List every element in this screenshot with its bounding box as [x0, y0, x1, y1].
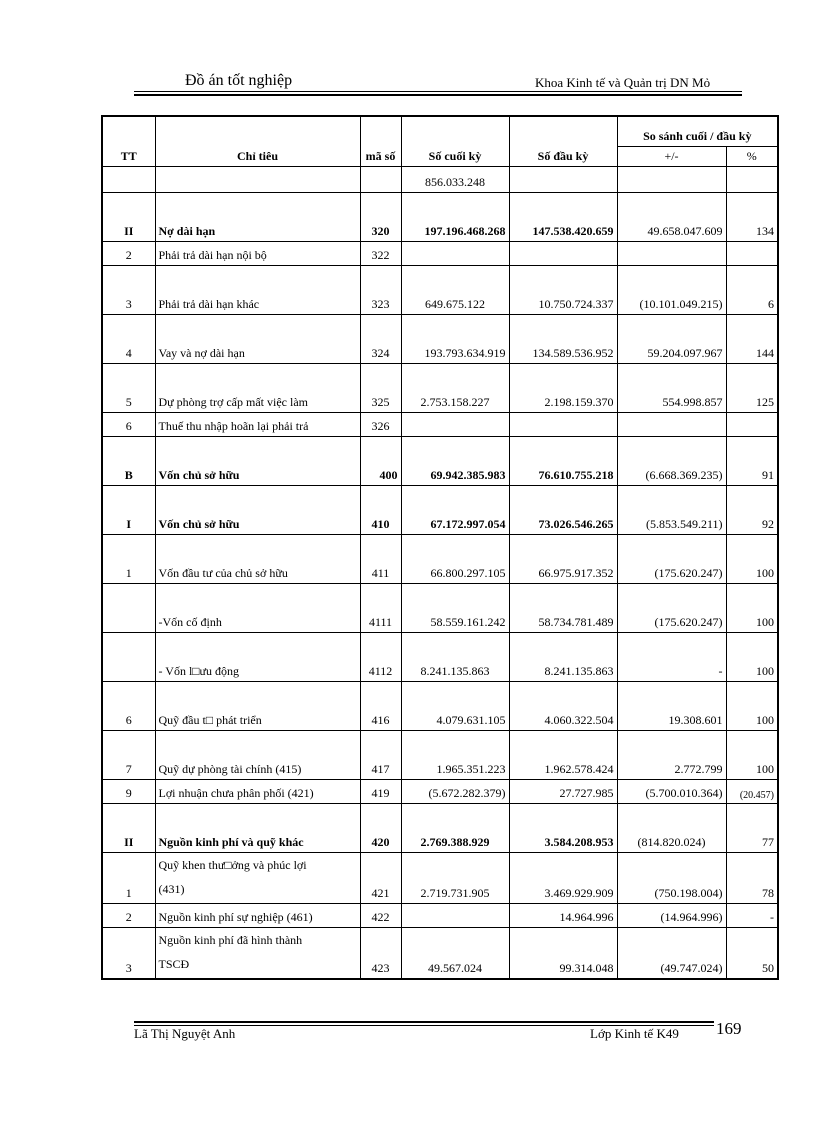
table-row: [102, 534, 778, 583]
table-row: [102, 192, 778, 241]
cell-tt: 4: [102, 314, 155, 363]
cell-chi-tieu: Vốn đầu tư của chủ sở hữu: [155, 534, 360, 583]
cell-chi-tieu: Vốn chủ sở hữu: [155, 436, 360, 485]
cell-so-dau-ky: [509, 241, 617, 265]
table-row: [102, 803, 778, 852]
cell-ma-so: 420: [360, 803, 401, 852]
cell-so-dau-ky: 10.750.724.337: [509, 265, 617, 314]
cell-so-cuoi-ky: 69.942.385.983: [401, 436, 509, 485]
cell-tt: II: [102, 192, 155, 241]
cell-so-cuoi-ky: [401, 241, 509, 265]
balance-sheet-table: [101, 115, 779, 980]
cell-phan-tram: 78: [726, 852, 778, 903]
cell-chenh-lech: 49.658.047.609: [617, 192, 726, 241]
cell-ma-so: 419: [360, 779, 401, 803]
cell-tt: 5: [102, 363, 155, 412]
cell-phan-tram: 100: [726, 730, 778, 779]
cell-so-cuoi-ky: 8.241.135.863: [401, 632, 509, 681]
header-faculty: Khoa Kinh tế và Quản trị DN Mỏ: [535, 75, 711, 90]
cell-tt: 2: [102, 903, 155, 927]
cell-ma-so: 326: [360, 412, 401, 436]
cell-so-dau-ky: 73.026.546.265: [509, 485, 617, 534]
cell-so-cuoi-ky: 193.793.634.919: [401, 314, 509, 363]
cell-so-dau-ky: 134.589.536.952: [509, 314, 617, 363]
cell-tt: 3: [102, 265, 155, 314]
cell-so-cuoi-ky: 197.196.468.268: [401, 192, 509, 241]
header-rule: [134, 91, 742, 92]
table-row: [102, 412, 778, 436]
cell-chi-tieu: Quỹ dự phòng tài chính (415): [155, 730, 360, 779]
cell-phan-tram: [726, 241, 778, 265]
table-row: [102, 436, 778, 485]
cell-so-cuoi-ky: 856.033.248: [401, 166, 509, 192]
col-header-so-dau-ky: Số đầu kỳ: [509, 116, 617, 166]
cell-chenh-lech: (5.700.010.364): [617, 779, 726, 803]
cell-tt: 6: [102, 412, 155, 436]
page-number: 169: [716, 1019, 742, 1038]
table-row: [102, 852, 778, 903]
cell-tt: [102, 583, 155, 632]
cell-chi-tieu: Phải trả dài hạn nội bộ: [155, 241, 360, 265]
cell-so-dau-ky: 1.962.578.424: [509, 730, 617, 779]
cell-so-cuoi-ky: 67.172.997.054: [401, 485, 509, 534]
cell-ma-so: 421: [360, 852, 401, 903]
cell-phan-tram: 125: [726, 363, 778, 412]
table-row: [102, 583, 778, 632]
cell-so-dau-ky: 2.198.159.370: [509, 363, 617, 412]
cell-so-cuoi-ky: (5.672.282.379): [401, 779, 509, 803]
cell-chenh-lech: 554.998.857: [617, 363, 726, 412]
cell-chi-tieu: Nguồn kinh phí và quỹ khác: [155, 803, 360, 852]
cell-so-dau-ky: 3.584.208.953: [509, 803, 617, 852]
cell-chenh-lech: (175.620.247): [617, 534, 726, 583]
cell-phan-tram: 144: [726, 314, 778, 363]
cell-so-cuoi-ky: 2.719.731.905: [401, 852, 509, 903]
cell-so-dau-ky: 147.538.420.659: [509, 192, 617, 241]
cell-ma-so: 422: [360, 903, 401, 927]
cell-tt: 7: [102, 730, 155, 779]
cell-so-dau-ky: 27.727.985: [509, 779, 617, 803]
cell-chenh-lech: (6.668.369.235): [617, 436, 726, 485]
cell-tt: [102, 166, 155, 192]
cell-ma-so: 322: [360, 241, 401, 265]
cell-tt: I: [102, 485, 155, 534]
cell-chi-tieu: Lợi nhuận chưa phân phối (421): [155, 779, 360, 803]
cell-chenh-lech: -: [617, 632, 726, 681]
table-row: [102, 681, 778, 730]
cell-chi-tieu: Vay và nợ dài hạn: [155, 314, 360, 363]
cell-so-cuoi-ky: 66.800.297.105: [401, 534, 509, 583]
cell-phan-tram: 100: [726, 583, 778, 632]
cell-ma-so: 323: [360, 265, 401, 314]
cell-chi-tieu: Nợ dài hạn: [155, 192, 360, 241]
cell-phan-tram: [726, 166, 778, 192]
cell-ma-so: [360, 166, 401, 192]
col-header-chi-tieu: Chỉ tiêu: [155, 116, 360, 166]
cell-so-cuoi-ky: 1.965.351.223: [401, 730, 509, 779]
cell-so-cuoi-ky: 49.567.024: [401, 927, 509, 979]
cell-chi-tieu: Quỹ đầu t□ phát triển: [155, 681, 360, 730]
cell-so-cuoi-ky: 58.559.161.242: [401, 583, 509, 632]
header-rule-thick: [134, 94, 742, 96]
col-header-ma-so: mã số: [360, 116, 401, 166]
cell-tt: 1: [102, 852, 155, 903]
cell-chi-tieu: Dự phòng trợ cấp mất việc làm: [155, 363, 360, 412]
cell-chi-tieu: -Vốn cố định: [155, 583, 360, 632]
cell-chi-tieu: - Vốn l□ưu động: [155, 632, 360, 681]
cell-chenh-lech: [617, 412, 726, 436]
cell-chi-tieu: Nguồn kinh phí sự nghiệp (461): [155, 903, 360, 927]
cell-chenh-lech: 59.204.097.967: [617, 314, 726, 363]
footer-class: Lớp Kinh tế K49: [590, 1026, 679, 1041]
cell-phan-tram: 100: [726, 681, 778, 730]
cell-phan-tram: 77: [726, 803, 778, 852]
cell-chi-tieu-line-1: Nguồn kinh phí đã hình thành: [158, 932, 303, 947]
cell-phan-tram: 92: [726, 485, 778, 534]
cell-so-dau-ky: 8.241.135.863: [509, 632, 617, 681]
table-row: [102, 363, 778, 412]
cell-tt: II: [102, 803, 155, 852]
header-row-1: [102, 116, 778, 146]
cell-so-dau-ky: 99.314.048: [509, 927, 617, 979]
cell-phan-tram: (20.457): [726, 779, 778, 803]
cell-chi-tieu: [155, 166, 360, 192]
cell-so-dau-ky: 14.964.996: [509, 903, 617, 927]
cell-tt: B: [102, 436, 155, 485]
cell-chenh-lech: (5.853.549.211): [617, 485, 726, 534]
cell-chi-tieu-line-1: Quỹ khen thư□ởng và phúc lợi: [158, 857, 307, 872]
table-row: [102, 730, 778, 779]
cell-so-cuoi-ky: 4.079.631.105: [401, 681, 509, 730]
cell-so-cuoi-ky: 2.769.388.929: [401, 803, 509, 852]
cell-chenh-lech: (14.964.996): [617, 903, 726, 927]
cell-so-cuoi-ky: 649.675.122: [401, 265, 509, 314]
cell-so-dau-ky: 58.734.781.489: [509, 583, 617, 632]
cell-chenh-lech: (49.747.024): [617, 927, 726, 979]
cell-chenh-lech: (175.620.247): [617, 583, 726, 632]
table-row: [102, 314, 778, 363]
cell-tt: 2: [102, 241, 155, 265]
cell-ma-so: 4112: [360, 632, 401, 681]
col-header-tt: TT: [102, 116, 155, 166]
cell-chi-tieu: Vốn chủ sở hữu: [155, 485, 360, 534]
cell-ma-so: 320: [360, 192, 401, 241]
cell-so-dau-ky: 66.975.917.352: [509, 534, 617, 583]
cell-chenh-lech: [617, 166, 726, 192]
cell-chi-tieu: Phải trả dài hạn khác: [155, 265, 360, 314]
cell-phan-tram: 134: [726, 192, 778, 241]
cell-so-dau-ky: 76.610.755.218: [509, 436, 617, 485]
cell-tt: [102, 632, 155, 681]
cell-ma-so: 4111: [360, 583, 401, 632]
cell-chenh-lech: [617, 241, 726, 265]
cell-so-cuoi-ky: 2.753.158.227: [401, 363, 509, 412]
cell-phan-tram: 100: [726, 632, 778, 681]
table-row: [102, 166, 778, 192]
cell-so-dau-ky: 3.469.929.909: [509, 852, 617, 903]
cell-phan-tram: [726, 412, 778, 436]
cell-so-cuoi-ky: [401, 412, 509, 436]
cell-chi-tieu: [155, 852, 360, 903]
table-row: [102, 265, 778, 314]
table-row: [102, 779, 778, 803]
cell-ma-so: 410: [360, 485, 401, 534]
cell-so-cuoi-ky: [401, 903, 509, 927]
cell-ma-so: 324: [360, 314, 401, 363]
cell-so-dau-ky: [509, 412, 617, 436]
cell-so-dau-ky: 4.060.322.504: [509, 681, 617, 730]
cell-tt: 9: [102, 779, 155, 803]
cell-tt: 6: [102, 681, 155, 730]
cell-so-dau-ky: [509, 166, 617, 192]
cell-ma-so: 325: [360, 363, 401, 412]
cell-phan-tram: 6: [726, 265, 778, 314]
cell-chenh-lech: (10.101.049.215): [617, 265, 726, 314]
cell-ma-so: 417: [360, 730, 401, 779]
cell-chenh-lech: 19.308.601: [617, 681, 726, 730]
table-row: [102, 927, 778, 979]
col-header-phan-tram: %: [726, 146, 778, 166]
cell-tt: 1: [102, 534, 155, 583]
cell-chenh-lech: 2.772.799: [617, 730, 726, 779]
cell-chenh-lech: (750.198.004): [617, 852, 726, 903]
col-header-so-cuoi-ky: Số cuối kỳ: [401, 116, 509, 166]
table-row: [102, 485, 778, 534]
cell-chi-tieu-line-2: TSCĐ: [158, 956, 190, 971]
cell-ma-so: 423: [360, 927, 401, 979]
cell-ma-so: 416: [360, 681, 401, 730]
cell-phan-tram: 91: [726, 436, 778, 485]
cell-phan-tram: 100: [726, 534, 778, 583]
table-row: [102, 241, 778, 265]
cell-ma-so: 411: [360, 534, 401, 583]
col-header-so-sanh: So sánh cuối / đầu kỳ: [617, 116, 778, 146]
cell-chi-tieu: Thuế thu nhập hoãn lại phải trả: [155, 412, 360, 436]
cell-chenh-lech: (814.820.024): [617, 803, 726, 852]
cell-tt: 3: [102, 927, 155, 979]
cell-chi-tieu: [155, 927, 360, 979]
table-row: [102, 632, 778, 681]
footer-rule-thick: [134, 1021, 714, 1023]
header-title: Đồ án tốt nghiệp: [185, 72, 293, 89]
col-header-chenh-lech: +/-: [617, 146, 726, 166]
cell-phan-tram: -: [726, 903, 778, 927]
cell-ma-so: 400: [360, 436, 401, 485]
footer-author: Lã Thị Nguyệt Anh: [134, 1026, 236, 1041]
cell-chi-tieu-line-2: (431): [158, 881, 185, 896]
table-row: [102, 903, 778, 927]
cell-phan-tram: 50: [726, 927, 778, 979]
